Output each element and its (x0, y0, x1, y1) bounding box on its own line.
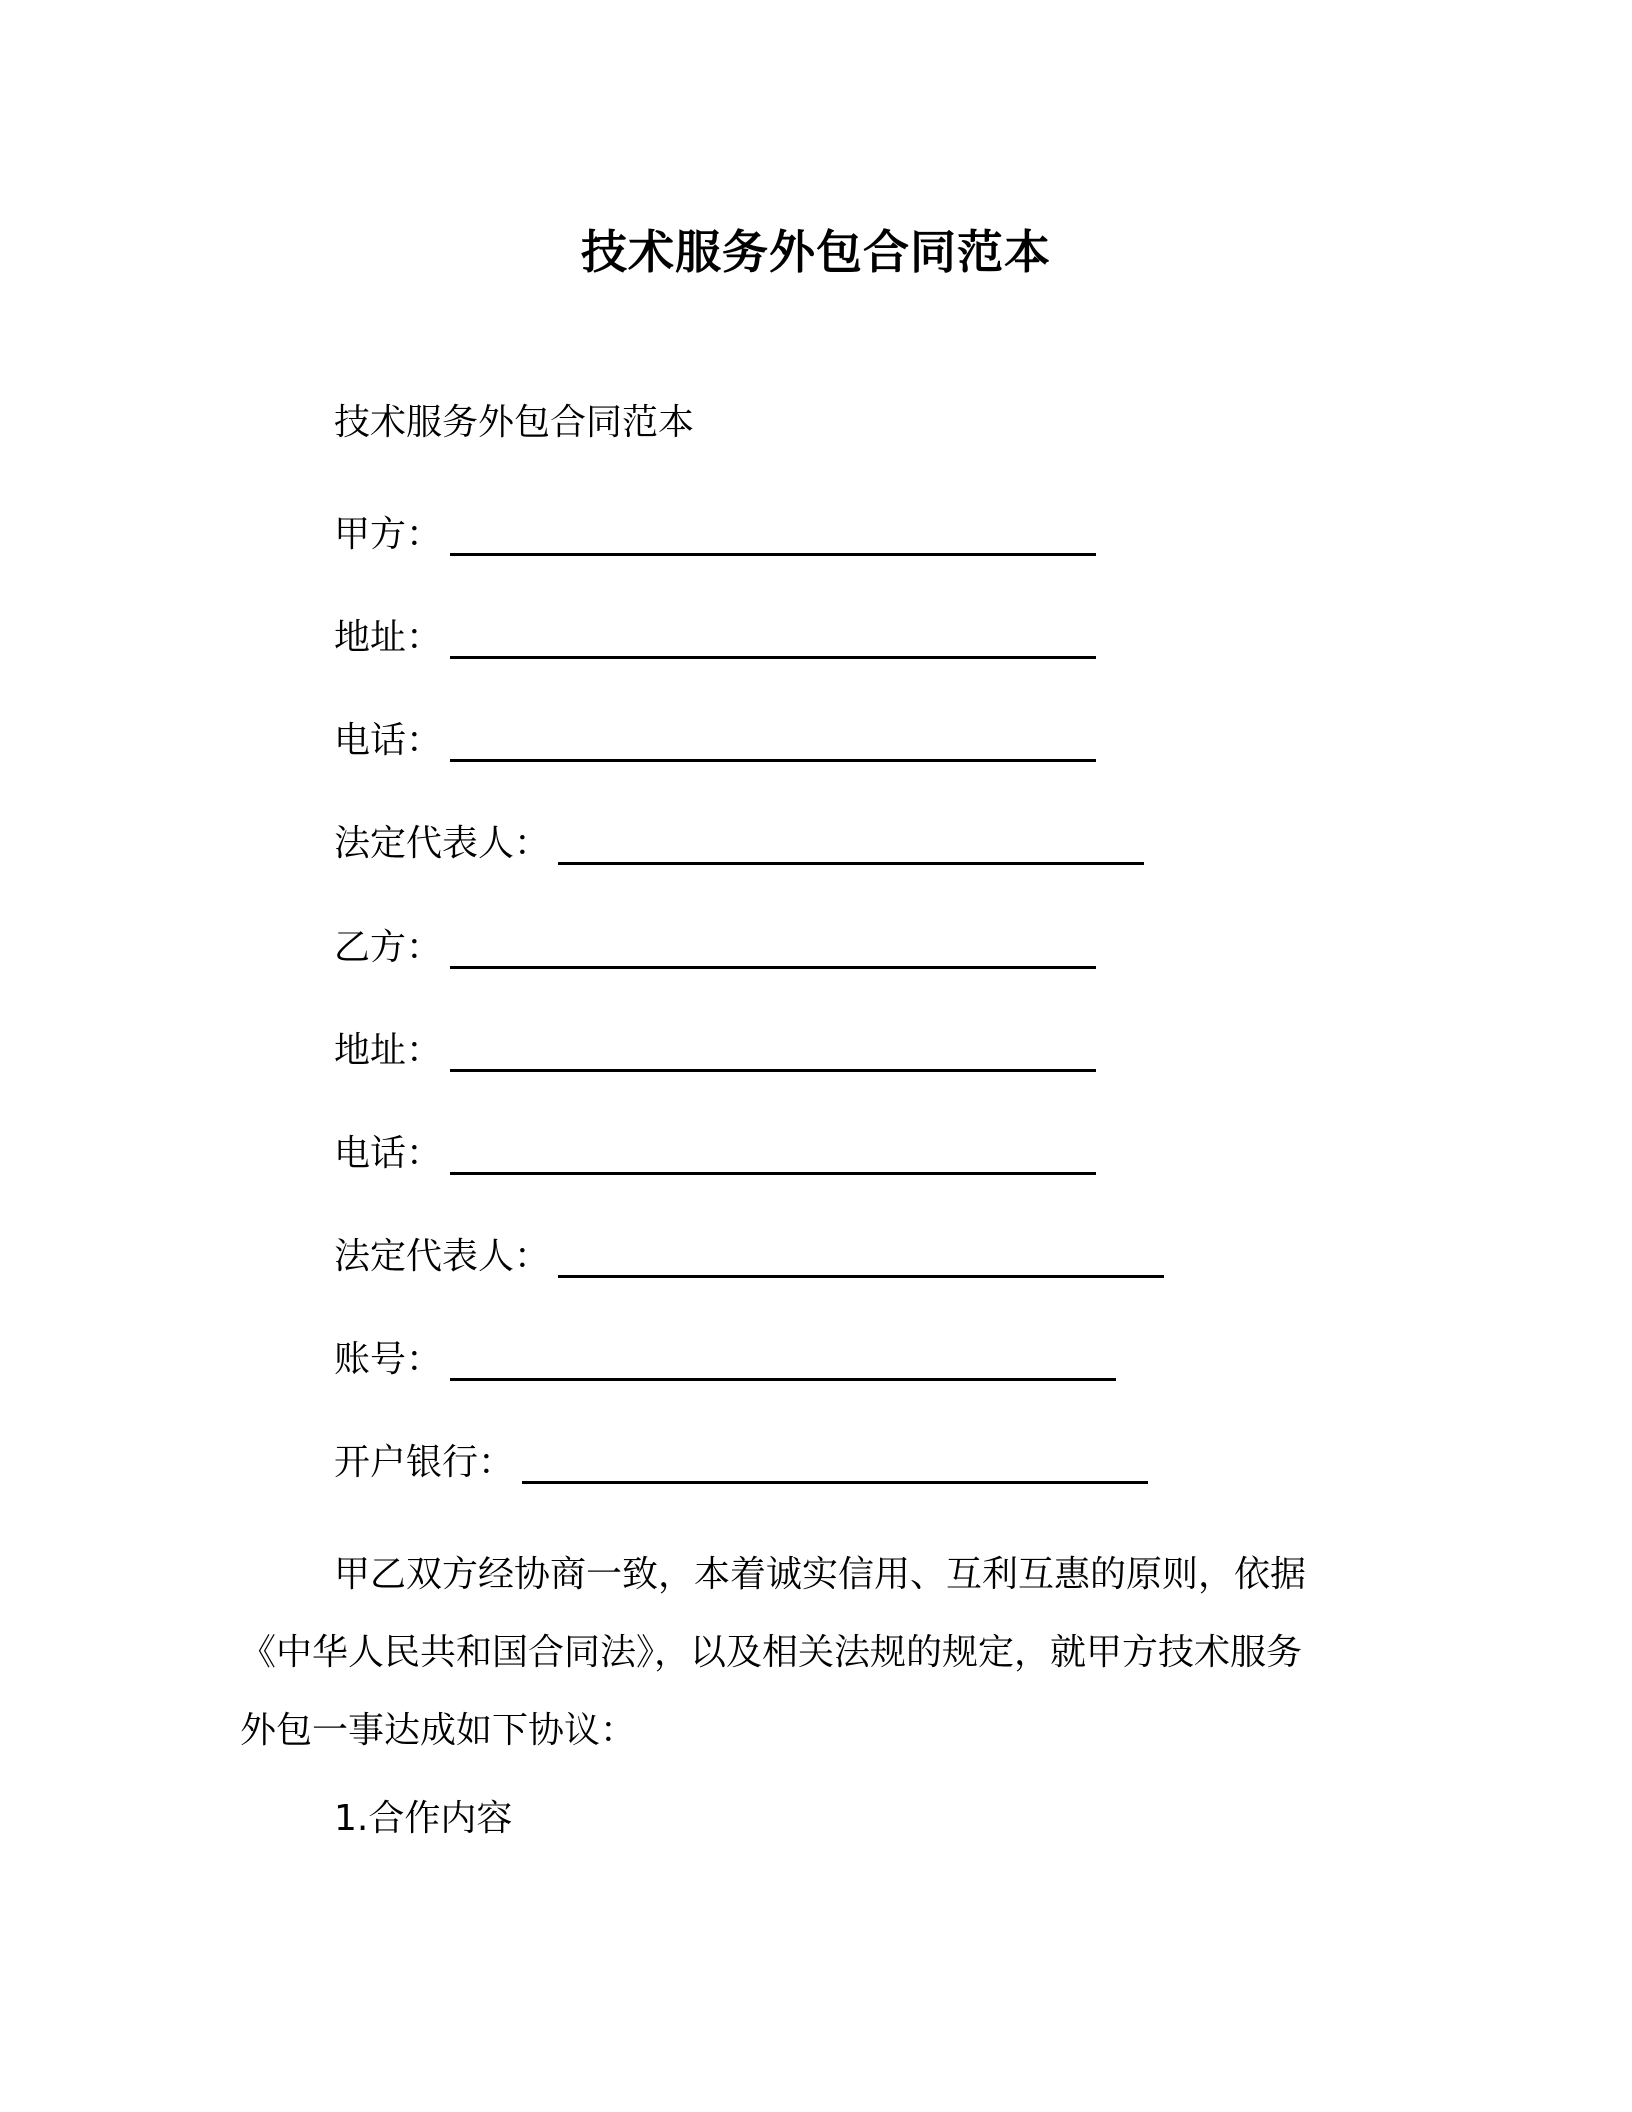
fill-in-blank[interactable] (450, 622, 1096, 659)
paragraph-line: 《中华人民共和国合同法》，以及相关法规的规定，就甲方技术服务 (240, 1632, 1303, 1673)
fill-in-blank[interactable] (558, 1241, 1164, 1278)
agreement-paragraph (240, 1536, 1370, 1770)
field-party-b-legal-rep (334, 1232, 1164, 1282)
field-bank (334, 1438, 1148, 1488)
fill-in-blank[interactable] (450, 519, 1096, 556)
field-party-a-address (334, 613, 1096, 663)
paragraph-line: 外包一事达成如下协议： (240, 1710, 637, 1751)
field-account-number (334, 1335, 1116, 1385)
fill-in-blank[interactable] (450, 1344, 1116, 1381)
fill-in-blank[interactable] (450, 932, 1096, 969)
field-label: 法定代表人： (334, 823, 551, 864)
paragraph-line: 甲乙双方经协商一致，本着诚实信用、互利互惠的原则，依据 (334, 1554, 1307, 1595)
section-heading: 1.合作内容 (334, 1798, 513, 1839)
field-label: 电话： (334, 720, 443, 761)
fill-in-blank[interactable] (450, 725, 1096, 762)
fill-in-blank[interactable] (558, 828, 1144, 865)
field-label: 地址： (334, 617, 443, 658)
field-label: 开户银行： (334, 1442, 515, 1483)
fill-in-blank[interactable] (450, 1035, 1096, 1072)
field-label: 账号： (334, 1339, 443, 1380)
field-party-a (334, 510, 1096, 560)
document-title: 技术服务外包合同范本 (581, 225, 1051, 279)
document-subtitle: 技术服务外包合同范本 (334, 402, 695, 443)
field-label: 电话： (334, 1133, 443, 1174)
fill-in-blank[interactable] (522, 1447, 1148, 1484)
field-label: 地址： (334, 1030, 443, 1071)
field-label: 甲方： (334, 514, 443, 555)
fill-in-blank[interactable] (450, 1138, 1096, 1175)
field-party-a-legal-rep (334, 819, 1144, 869)
field-party-b-address (334, 1026, 1096, 1076)
field-party-b (334, 923, 1096, 973)
field-party-b-phone (334, 1129, 1096, 1179)
field-label: 乙方： (334, 927, 443, 968)
field-party-a-phone (334, 716, 1096, 766)
field-label: 法定代表人： (334, 1236, 551, 1277)
